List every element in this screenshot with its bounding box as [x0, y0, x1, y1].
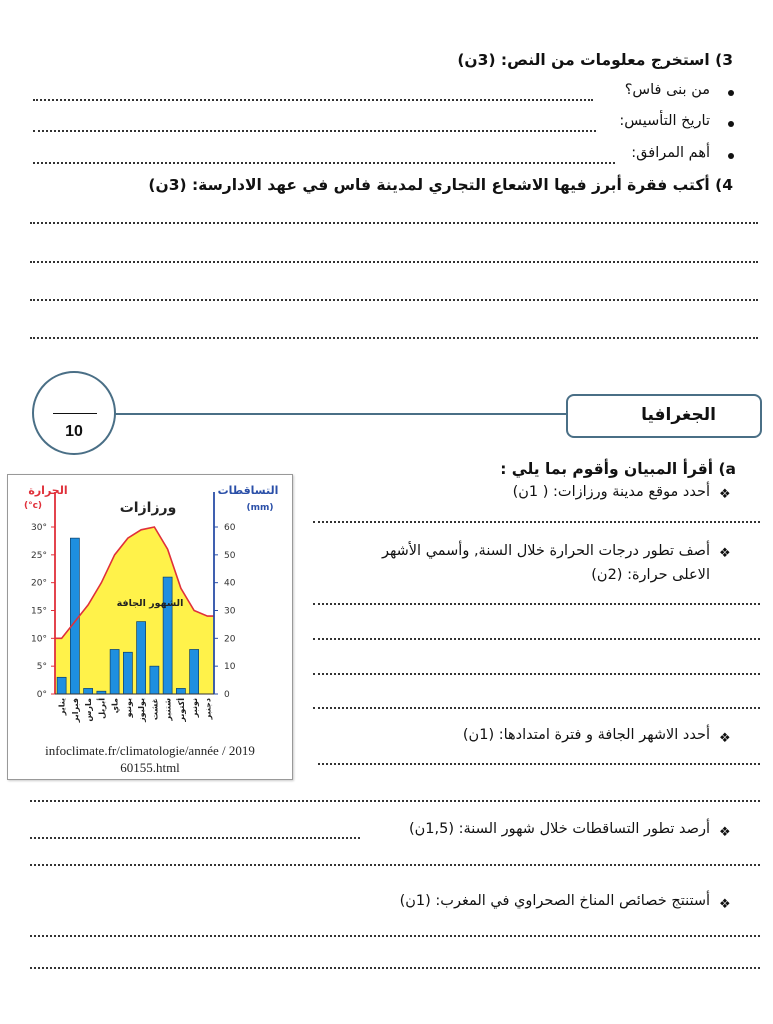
- section-title: الجغرافيا: [641, 405, 716, 425]
- temperature-axis-label: الحرارة: [28, 484, 68, 497]
- score-fraction-line: [53, 413, 97, 414]
- part-a-item-location: أحدد موقع مدينة ورزازات: ( 1ن): [512, 484, 710, 500]
- month-label: فبراير: [70, 698, 80, 723]
- answer-line[interactable]: [30, 935, 760, 937]
- answer-line[interactable]: [33, 130, 596, 132]
- q3-title: 3) استخرج معلومات من النص: (3ن): [457, 51, 733, 69]
- climate-chart: [7, 474, 293, 780]
- temperature-unit-label: (°c): [23, 501, 43, 511]
- temperature-tick-label: 30°: [31, 523, 47, 533]
- dry-months-label: الشهور الجافة: [116, 598, 184, 609]
- temperature-tick-label: 5°: [36, 662, 47, 673]
- answer-line[interactable]: [318, 763, 760, 765]
- answer-line[interactable]: [30, 222, 758, 224]
- chart-title: ورزازات: [119, 500, 177, 516]
- part-a-item-temperature-cont: الاعلى حرارة: (2ن): [591, 567, 710, 583]
- climate-chart-svg: [8, 475, 292, 745]
- temperature-tick-label: 0°: [36, 690, 47, 700]
- precipitation-unit-label: (mm): [246, 503, 274, 513]
- answer-line[interactable]: [30, 261, 758, 263]
- month-label: أبريل: [97, 698, 107, 719]
- precipitation-axis-label: التساقطات: [217, 484, 279, 497]
- section-connector: [112, 413, 568, 415]
- precipitation-bar: [110, 649, 119, 694]
- temperature-tick-label: 25°: [31, 550, 47, 561]
- answer-line[interactable]: [313, 707, 760, 709]
- score-circle: [32, 371, 116, 455]
- precipitation-bar: [70, 538, 79, 694]
- q4-title: 4) أكتب فقرة أبرز فيها الاشعاع التجاري لمدينة فاس في عهد الادارسة: (3ن): [148, 176, 733, 194]
- bullet-icon: [728, 153, 734, 159]
- score-total: 10: [65, 423, 83, 440]
- temperature-tick-label: 10°: [31, 634, 47, 645]
- month-label: أكتوبر: [176, 698, 186, 722]
- temperature-tick-label: 20°: [31, 578, 47, 589]
- precipitation-tick-label: 0: [224, 690, 230, 700]
- precipitation-tick-label: 20: [224, 634, 236, 645]
- q3-item-builder: من بنى فاس؟: [624, 82, 710, 98]
- precipitation-bar: [150, 666, 159, 694]
- answer-line[interactable]: [30, 837, 360, 839]
- chart-source-line1: infoclimate.fr/climatologie/année / 2019: [45, 743, 255, 758]
- precipitation-bar: [176, 688, 185, 694]
- month-label: ماي: [110, 698, 120, 714]
- month-label: نونبر: [190, 698, 200, 718]
- precipitation-tick-label: 30: [224, 606, 236, 617]
- temperature-tick-label: 15°: [31, 606, 47, 617]
- month-label: دجنبر: [203, 698, 213, 720]
- answer-line[interactable]: [313, 521, 760, 523]
- q3-item-founding-date: تاريخ التأسيس:: [619, 113, 710, 129]
- part-a-item-precipitation: أرصد تطور التساقطات خلال شهور السنة: (1,5ن): [408, 821, 710, 837]
- precipitation-bar: [84, 688, 93, 694]
- month-label: يونيو: [123, 698, 133, 718]
- answer-line[interactable]: [313, 603, 760, 605]
- answer-line[interactable]: [33, 162, 615, 164]
- diamond-bullet-icon: ❖: [719, 546, 731, 561]
- answer-line[interactable]: [30, 864, 760, 866]
- precipitation-bar: [163, 577, 172, 694]
- precipitation-tick-label: 10: [224, 662, 236, 673]
- month-label: مارس: [84, 698, 94, 722]
- answer-line[interactable]: [30, 299, 758, 301]
- section-title-box: [566, 394, 762, 438]
- bullet-icon: [728, 90, 734, 96]
- answer-line[interactable]: [33, 99, 593, 101]
- month-label: غشت: [150, 698, 160, 721]
- part-a-title: a) أقرأ المبيان وأقوم بما يلي :: [500, 460, 736, 478]
- part-a-item-desert-climate: أستنتج خصائص المناخ الصحراوي في المغرب: (1ن): [399, 893, 710, 909]
- month-label: يناير: [57, 698, 67, 716]
- answer-line[interactable]: [30, 967, 760, 969]
- diamond-bullet-icon: ❖: [719, 897, 731, 912]
- precipitation-tick-label: 60: [224, 523, 236, 533]
- bullet-icon: [728, 121, 734, 127]
- part-a-item-dry-months: أحدد الاشهر الجافة و فترة امتدادها: (1ن): [462, 727, 710, 743]
- month-label: يوليوز: [137, 698, 147, 722]
- answer-line[interactable]: [30, 337, 758, 339]
- diamond-bullet-icon: ❖: [719, 825, 731, 840]
- part-a-item-temperature: أصف تطور درجات الحرارة خلال السنة, وأسمي الأشهر: [381, 543, 710, 559]
- q3-item-facilities: أهم المرافق:: [631, 145, 710, 161]
- precipitation-bar: [57, 677, 66, 694]
- precipitation-bar: [137, 622, 146, 694]
- answer-line[interactable]: [30, 800, 760, 802]
- precipitation-bar: [123, 652, 132, 694]
- answer-line[interactable]: [313, 673, 760, 675]
- answer-line[interactable]: [313, 638, 760, 640]
- diamond-bullet-icon: ❖: [719, 731, 731, 746]
- month-label: شتنبر: [163, 698, 173, 721]
- diamond-bullet-icon: ❖: [719, 487, 731, 502]
- chart-source-line2: 60155.html: [120, 760, 180, 775]
- precipitation-bar: [190, 649, 199, 694]
- precipitation-tick-label: 50: [224, 550, 236, 561]
- precipitation-tick-label: 40: [224, 578, 236, 589]
